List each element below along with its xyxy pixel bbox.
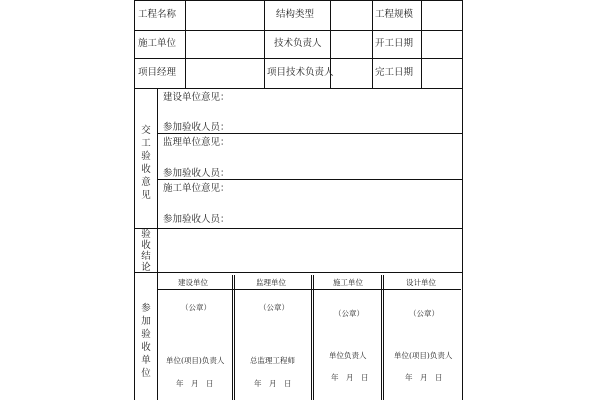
unit-title: 建设单位 xyxy=(178,278,208,287)
unit-title: 施工单位 xyxy=(333,278,363,287)
seal-label: （公章） xyxy=(259,303,289,312)
row-divider xyxy=(134,88,463,89)
technical-lead-label: 技术负责人 xyxy=(274,38,322,49)
unit-col-divider xyxy=(381,275,382,400)
date-label: 年 月 日 xyxy=(254,379,292,388)
unit-col-divider xyxy=(383,275,384,400)
structure-type-label: 结构类型 xyxy=(276,9,315,20)
seal-label: （公章） xyxy=(409,309,439,318)
start-date-label: 开工日期 xyxy=(375,38,414,49)
row-divider xyxy=(134,58,463,59)
row-divider xyxy=(134,30,463,31)
owner-members-label: 参加验收人员： xyxy=(163,122,230,133)
col-divider xyxy=(372,0,373,88)
signer-label: 单位(项目)负责人 xyxy=(166,356,225,365)
project-manager-label: 项目经理 xyxy=(138,67,177,78)
project-scale-label: 工程规模 xyxy=(375,9,414,20)
signer-label: 单位负责人 xyxy=(329,351,367,360)
contractor-members-label: 参加验收人员： xyxy=(163,214,230,225)
section-divider xyxy=(134,228,463,229)
unit-col-divider xyxy=(313,275,314,400)
completion-date-label: 完工日期 xyxy=(375,67,414,78)
table-top-border xyxy=(134,0,463,1)
unit-title-divider xyxy=(158,289,461,290)
col-divider xyxy=(421,0,422,88)
table-right-border xyxy=(462,0,463,400)
table-left-border xyxy=(134,0,135,400)
date-label: 年 月 日 xyxy=(405,373,443,382)
project-name-label: 工程名称 xyxy=(138,9,177,20)
date-label: 年 月 日 xyxy=(176,379,214,388)
units-side-divider xyxy=(157,272,158,400)
unit-col-divider xyxy=(232,275,233,400)
conclusion-side-divider xyxy=(157,228,158,272)
contractor-opinion-label: 施工单位意见： xyxy=(163,183,230,194)
supervisor-members-label: 参加验收人员： xyxy=(163,168,230,179)
unit-title: 监理单位 xyxy=(256,278,286,287)
construction-unit-label: 施工单位 xyxy=(138,38,177,49)
unit-col-divider xyxy=(311,275,312,400)
signer-label: 总监理工程师 xyxy=(250,356,295,365)
project-technical-lead-label: 项目技术负责人 xyxy=(267,67,334,78)
col-divider xyxy=(264,0,265,88)
seal-label: （公章） xyxy=(181,303,211,312)
unit-col-divider xyxy=(234,275,235,400)
supervisor-opinion-label: 监理单位意见： xyxy=(163,137,230,148)
owner-opinion-label: 建设单位意见： xyxy=(163,92,230,103)
date-label: 年 月 日 xyxy=(331,373,369,382)
col-divider xyxy=(185,0,186,88)
signer-label: 单位(项目)负责人 xyxy=(394,351,453,360)
unit-title: 设计单位 xyxy=(406,278,436,287)
section-divider xyxy=(134,272,463,273)
seal-label: （公章） xyxy=(334,309,364,318)
